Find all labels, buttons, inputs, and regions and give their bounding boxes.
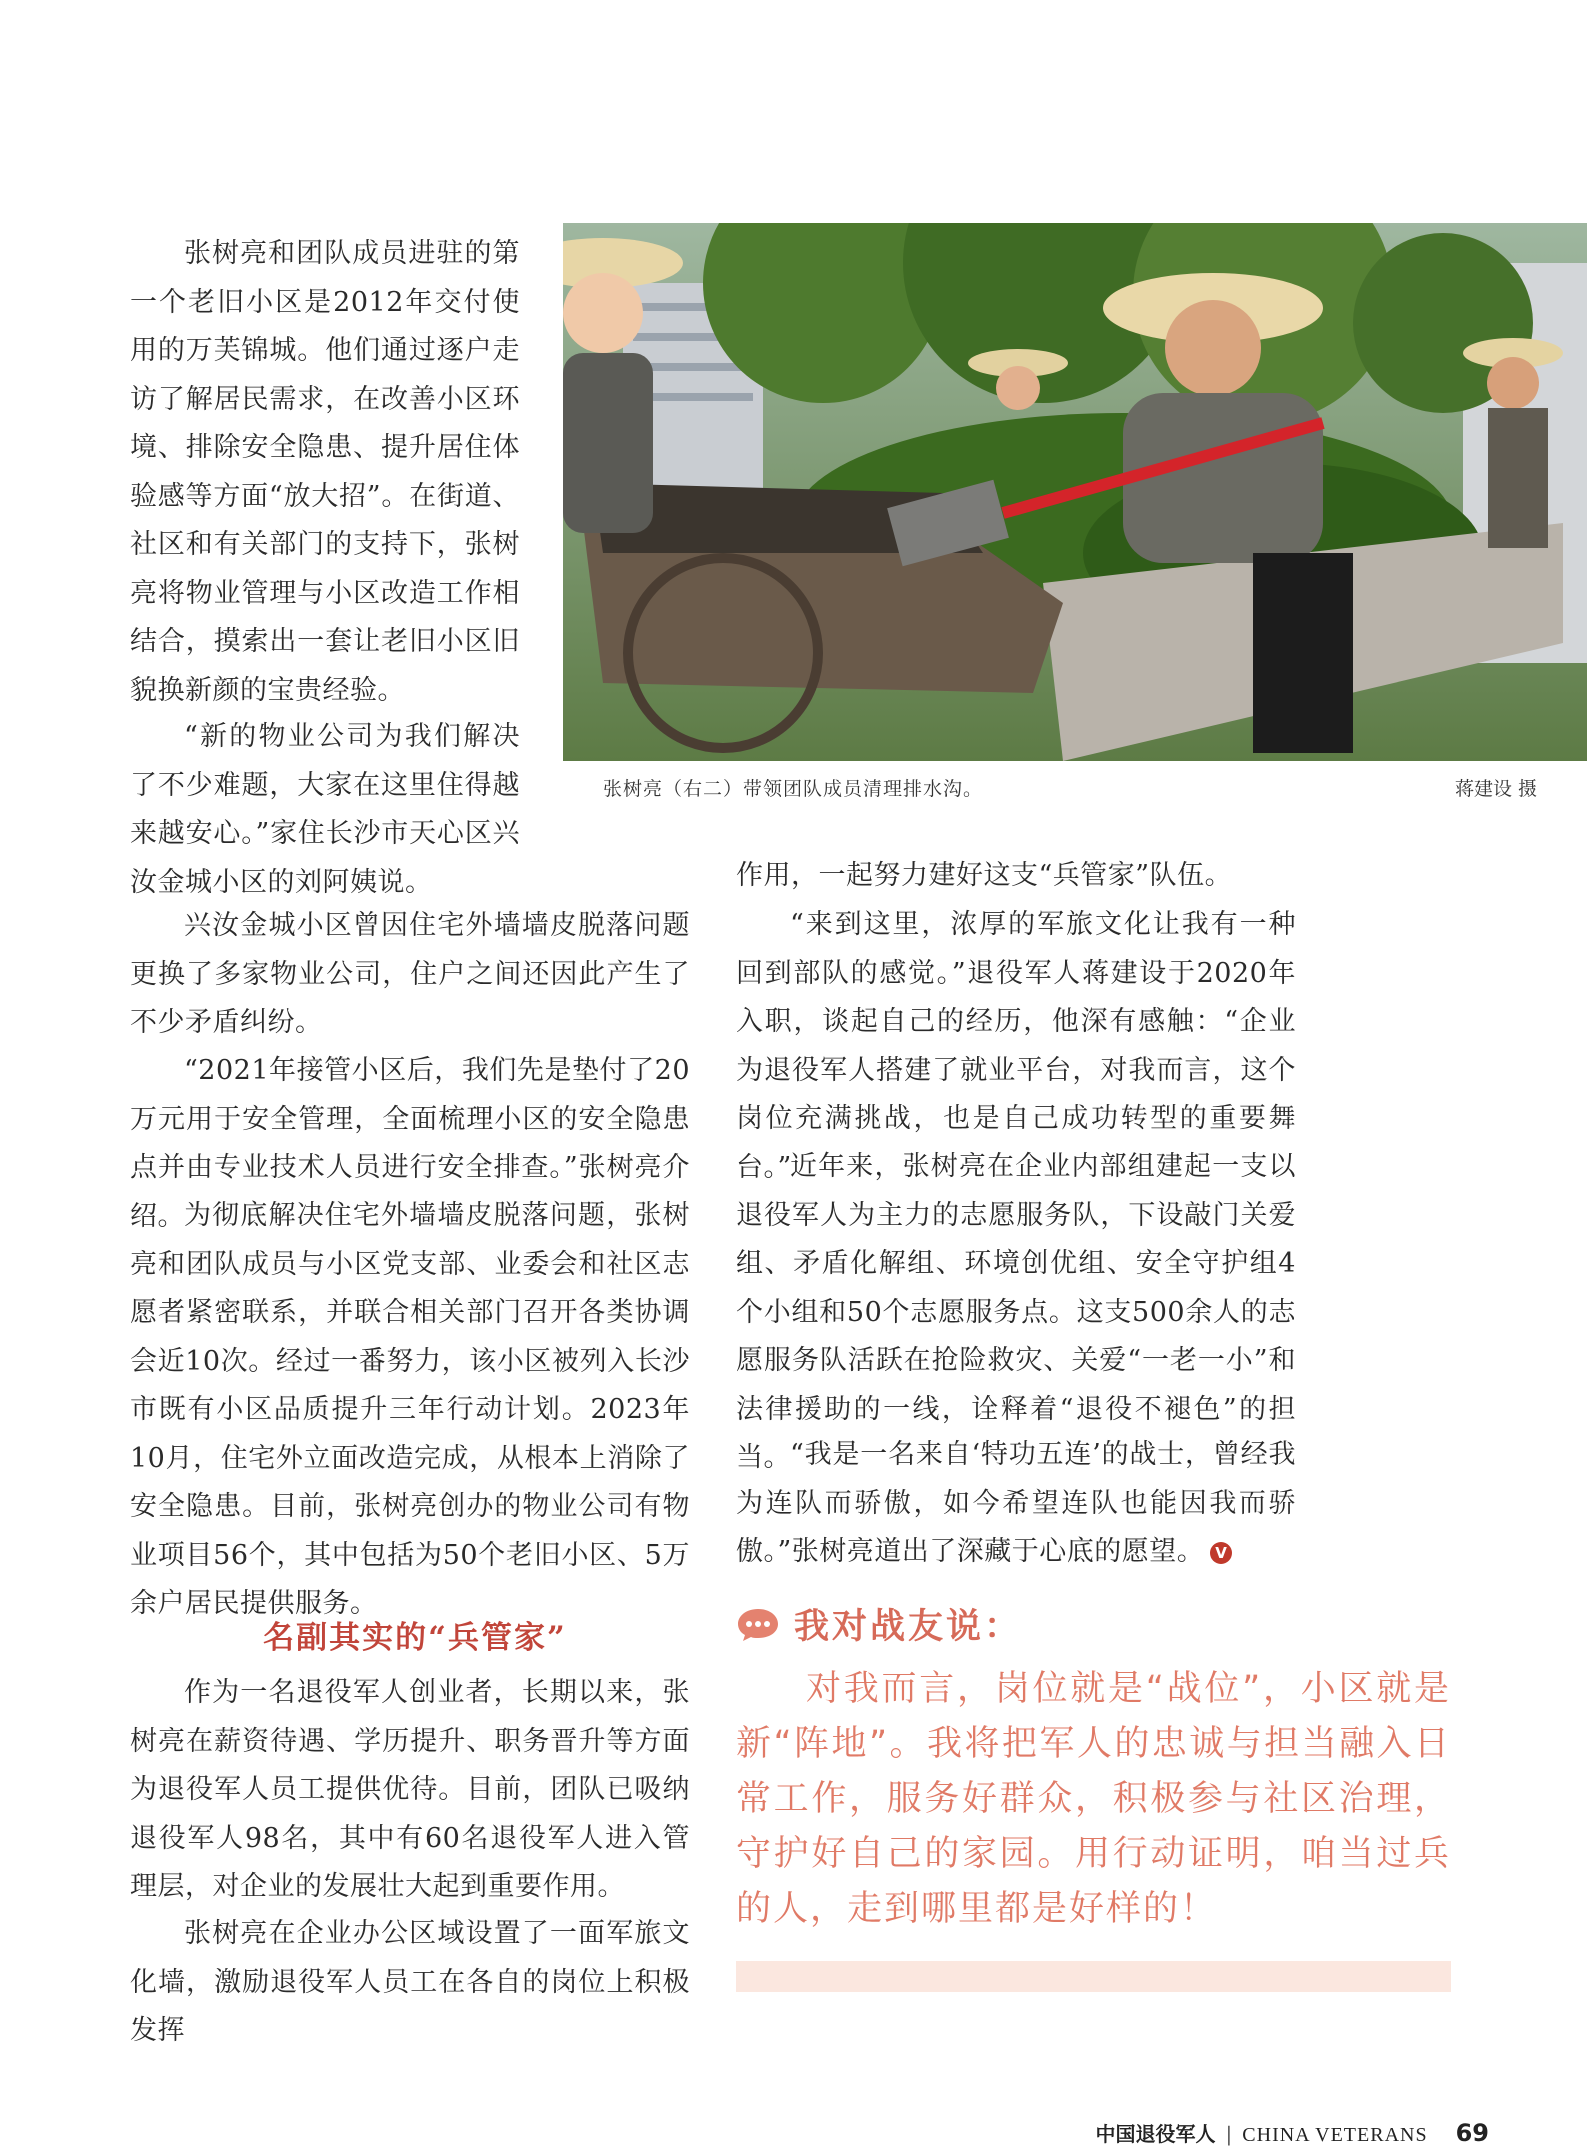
paragraph-5: 为彻底解决住宅外墙墙皮脱落问题，张树亮和团队成员与小区党支部、业委会和社区志愿者紧密联系，并联合相关部门召开各类协调会近10次。经过一番努力，该小区被列入长沙市既有小区品质提升三年行动计划。2023年10月，住宅外立面改造完成，从根本上消除了安全隐患。目前，张树亮创办的物业公司有物业项目56个，其中包括为50个老旧小区、5万余户居民提供服务。 xyxy=(130,1200,690,1619)
paragraph-6: 作为一名退役军人创业者，长期以来，张树亮在薪资待遇、学历提升、职务晋升等方面为退役军人员工提供优待。目前，团队已吸纳退役军人98名，其中有60名退役军人进入管理层，对企业的发展壮大起到重要作用。 xyxy=(130,1677,690,1902)
paragraph-10-text: “我是一名来自‘特功五连’的战士，曾经我为连队而骄傲，如今希望连队也能因我而骄傲。”张树亮道出了深藏于心底的愿望。 xyxy=(736,1439,1296,1567)
speech-bubble-icon xyxy=(736,1606,780,1642)
paragraph-9: 近年来，张树亮在企业内部组建起一支以退役军人为主力的志愿服务队，下设敲门关爱组、矛盾化解组、环境创优组、安全守护组4个小组和50个志愿服务点。这支500余人的志愿服务队活跃在抢险救灾、关爱“一老一小”和法律援助的一线，诠释着“退役不褪色”的担当。 xyxy=(736,1151,1296,1473)
page-number: 69 xyxy=(1455,2119,1489,2147)
paragraph-2-text: “新的物业公司为我们解决了不少难题，大家在这里住得越来越安心。”家住长沙市天心区兴汝金城小区的刘阿姨说。 xyxy=(130,721,520,898)
callout-body: 对我而言，岗位就是“战位”，小区就是新“阵地”。我将把军人的忠诚与担当融入日常工作，服务好群众，积极参与社区治理，守护好自己的家园。用行动证明，咱当过兵的人，走到哪里都是好样的！ xyxy=(736,1669,1451,1929)
photo-credit: 蒋建设 摄 xyxy=(1454,778,1537,800)
paragraph-1: 张树亮和团队成员进驻的第一个老旧小区是2012年交付使用的万芙锦城。他们通过逐户走访了解居民需求，在改善小区环境、排除安全隐患、提升居住体验感等方面“放大招”。在街道、社区和有关部门的支持下，张树亮将物业管理与小区改造工作相结合，摸索出一套让老旧小区旧貌换新颜的宝贵经验。 xyxy=(130,238,520,706)
paragraph-7-continued: 作用，一起努力建好这支“兵管家”队伍。 xyxy=(736,860,1233,891)
callout-title-row xyxy=(736,1600,1022,1648)
paragraph-7: 张树亮在企业办公区域设置了一面军旅文化墙，激励退役军人员工在各自的岗位上积极发挥 xyxy=(130,1918,690,2046)
paragraph-2 xyxy=(130,713,520,907)
photo-caption: 张树亮（右二）带领团队成员清理排水沟。 xyxy=(603,778,984,800)
paragraph-10 xyxy=(736,1431,1296,1577)
callout-title: 我对战友说： xyxy=(794,1607,1023,1647)
magazine-name-cn: 中国退役军人 xyxy=(1095,2122,1216,2146)
veterans-logo-icon: V xyxy=(1210,1542,1232,1564)
page-footer xyxy=(1096,2118,1489,2147)
paragraph-8: “来到这里，浓厚的军旅文化让我有一种回到部队的感觉。”退役军人蒋建设于2020年入职，谈起自己的经历，他深有感触：“企业为退役军人搭建了就业平台，对我而言，这个岗位充满挑战，也是自己成功转型的重要舞台。” xyxy=(736,909,1296,1183)
paragraph-4: “2021年接管小区后，我们先是垫付了20万元用于安全管理，全面梳理小区的安全隐患点并由专业技术人员进行安全排查。”张树亮介绍。 xyxy=(130,1055,690,1232)
paragraph-3: 兴汝金城小区曾因住宅外墙墙皮脱落问题更换了多家物业公司，住户之间还因此产生了不少矛盾纠纷。 xyxy=(130,910,690,1038)
photo-illustration xyxy=(563,223,1587,761)
callout-bar xyxy=(736,1961,1451,1992)
section-subheading: 名副其实的“兵管家” xyxy=(263,1620,567,1656)
footer-separator: | xyxy=(1225,2122,1233,2146)
article-photo xyxy=(563,223,1587,761)
magazine-name-en: CHINA VETERANS xyxy=(1242,2124,1428,2146)
